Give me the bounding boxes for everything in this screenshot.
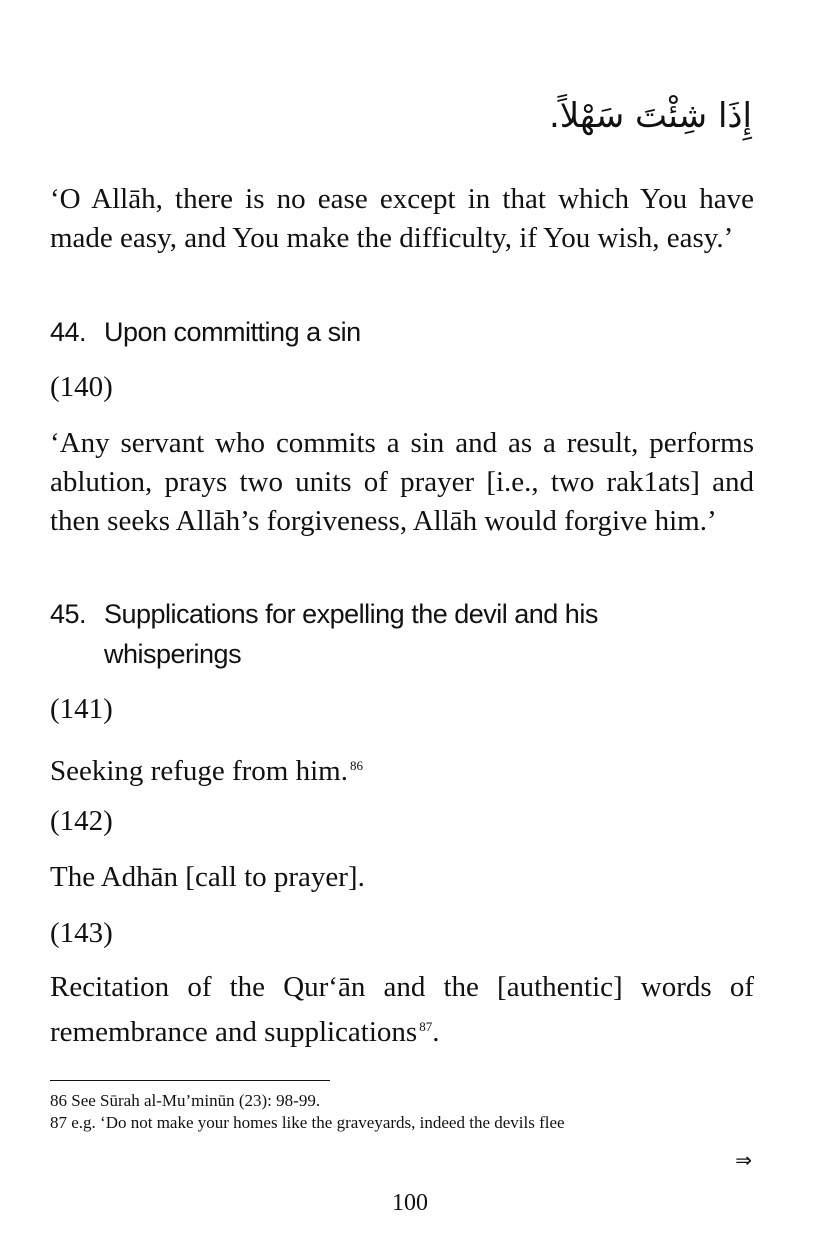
section-number: 45.	[50, 599, 87, 629]
hadith-ref-141: (141)	[50, 693, 113, 725]
sentence-end: .	[432, 1016, 440, 1048]
footnote-87: 87 e.g. ‘Do not make your homes like the graveyards, indeed the devils flee	[50, 1113, 565, 1132]
hadith-ref-140: (140)	[50, 371, 113, 403]
hadith-text: Seeking refuge from him.	[50, 755, 348, 787]
hadith-text-140: ‘Any servant who commits a sin and as a result, performs ablution, prays two units of prayer [i.e., two rak1ats] and then seeks Allāh’s forgiveness, Allāh would forgive him.’	[50, 427, 754, 537]
section-number: 44.	[50, 317, 87, 347]
footnote-86: 86 See Sūrah al-Mu’minūn (23): 98-99.	[50, 1091, 321, 1110]
continue-arrow-icon: ⇒	[735, 1148, 752, 1172]
translation-paragraph: ‘O Allāh, there is no ease except in that which You have made easy, and You make the difficulty, if You wish, easy.’	[50, 183, 754, 254]
hadith-text: Recitation of the Qur‘ān and the [authentic] words of remembrance and supplications	[50, 971, 754, 1048]
arabic-supplication-end: إِذَا شِئْتَ سَهْلاً.	[548, 96, 752, 136]
section-heading-45	[50, 594, 754, 674]
hadith-ref-143: (143)	[50, 917, 113, 949]
footnote-divider	[50, 1080, 330, 1081]
section-title-line2: whisperings	[104, 639, 242, 669]
footnote-marker-87[interactable]: 87	[419, 1019, 433, 1034]
section-heading-44	[50, 312, 754, 352]
hadith-text-142: The Adhān [call to prayer].	[50, 861, 365, 893]
hadith-text-141	[50, 746, 754, 791]
hadith-ref-142: (142)	[50, 805, 113, 837]
section-title: Upon committing a sin	[104, 317, 361, 347]
hadith-text-143	[50, 968, 754, 1052]
page-number: 100	[392, 1190, 428, 1216]
footnote-marker-86[interactable]: 86	[349, 758, 363, 773]
section-title-line1: Supplications for expelling the devil and his	[104, 599, 598, 629]
